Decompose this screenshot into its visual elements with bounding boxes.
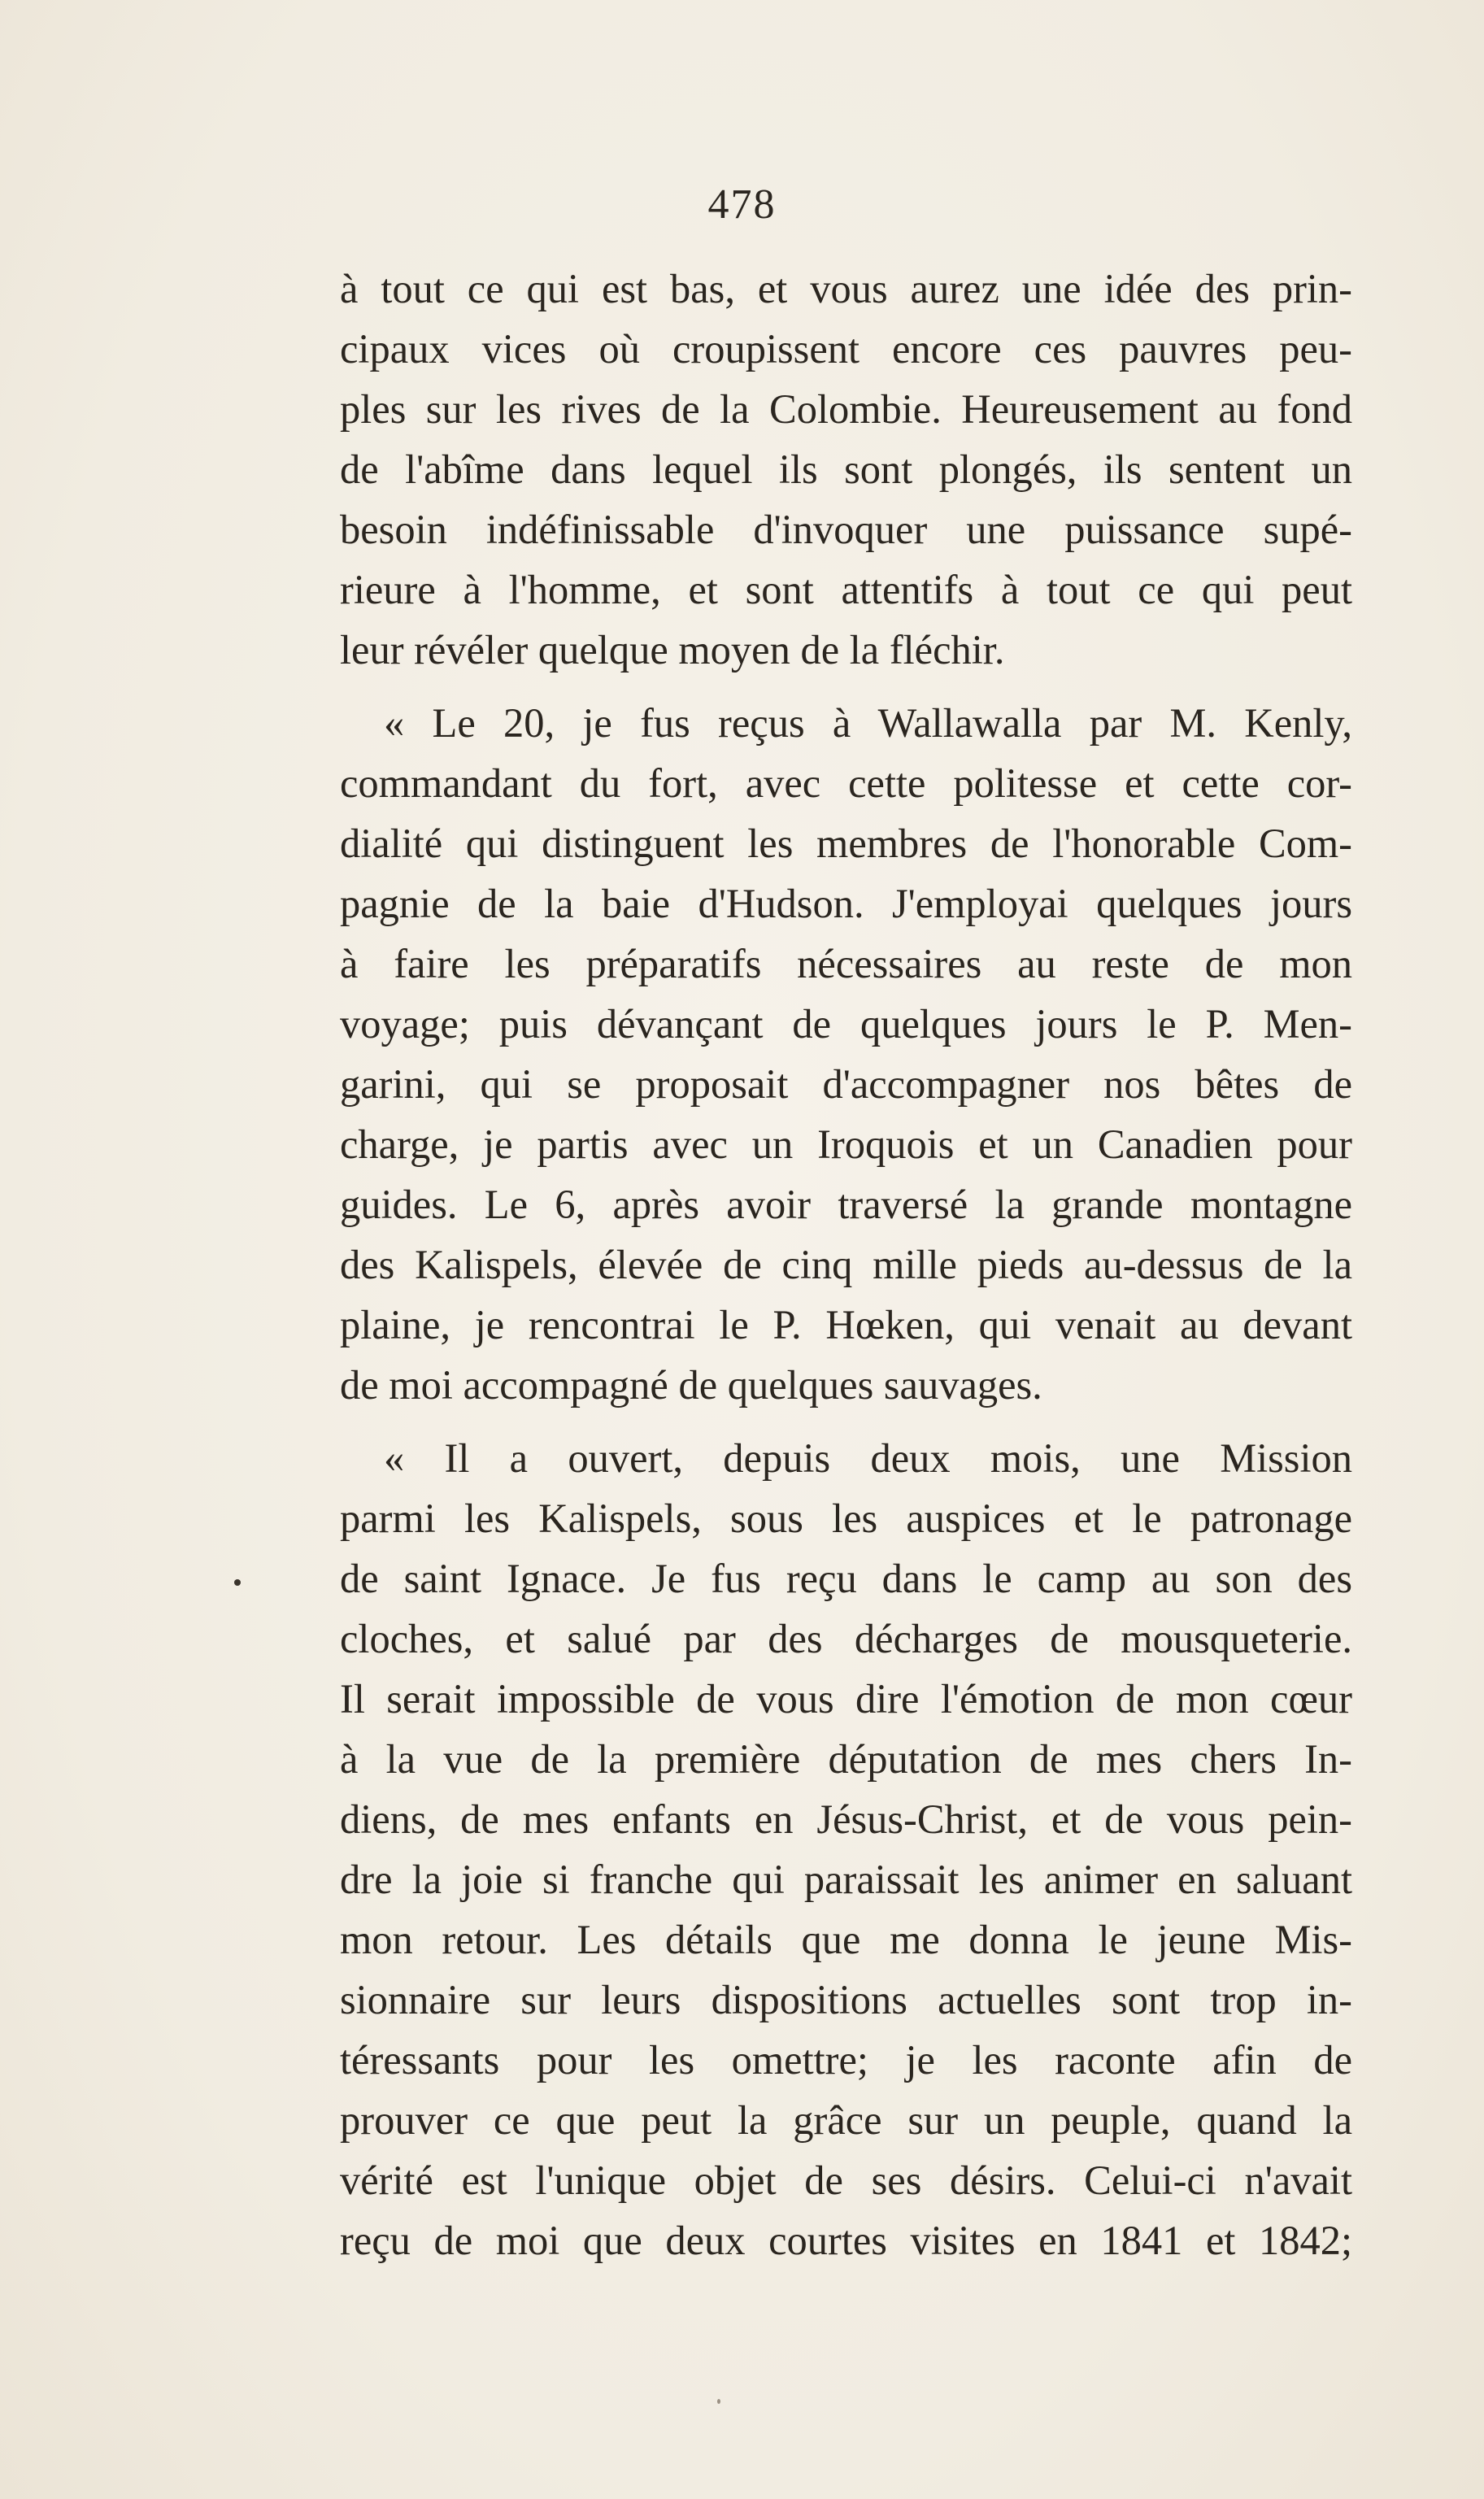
page-number: 478 xyxy=(707,181,777,228)
ink-speck xyxy=(234,1579,241,1586)
text-line: « Il a ouvert, depuis deux mois, une Mission xyxy=(384,1435,1352,1481)
text-line: cloches, et salué par des décharges de mousqueterie. xyxy=(340,1616,1352,1661)
text-line: mon retour. Les détails que me donna le jeune Mis- xyxy=(340,1917,1352,1962)
text-line: besoin indéfinissable d'invoquer une puissance supé- xyxy=(340,507,1352,552)
text-line: guides. Le 6, après avoir traversé la grande montagne xyxy=(340,1182,1352,1227)
text-line: garini, qui se proposait d'accompagner nos bêtes de xyxy=(340,1061,1352,1107)
text-line: parmi les Kalispels, sous les auspices et le patronage xyxy=(340,1495,1352,1541)
text-line: téressants pour les omettre; je les raconte afin de xyxy=(340,2037,1352,2083)
text-line: diens, de mes enfants en Jésus-Christ, et de vous pein- xyxy=(340,1796,1352,1842)
text-line: dialité qui distinguent les membres de l'honorable Com- xyxy=(340,821,1352,866)
ink-speck xyxy=(717,2399,720,2404)
text-line: pagnie de la baie d'Hudson. J'employai quelques jours xyxy=(340,881,1352,926)
text-line: plaine, je rencontrai le P. Hœken, qui venait au devant xyxy=(340,1302,1352,1347)
text-line: sionnaire sur leurs dispositions actuelles sont trop in- xyxy=(340,1977,1352,2022)
text-line: à tout ce qui est bas, et vous aurez une idée des prin- xyxy=(340,266,1352,311)
text-line: ples sur les rives de la Colombie. Heureusement au fond xyxy=(340,386,1352,432)
text-line: cipaux vices où croupissent encore ces pauvres peu- xyxy=(340,326,1352,372)
text-line: dre la joie si franche qui paraissait les animer en saluant xyxy=(340,1857,1352,1902)
text-line: Il serait impossible de vous dire l'émotion de mon cœur xyxy=(340,1676,1352,1722)
text-line: prouver ce que peut la grâce sur un peuple, quand la xyxy=(340,2097,1352,2143)
text-line: de saint Ignace. Je fus reçu dans le camp au son des xyxy=(340,1556,1352,1601)
text-line: de l'abîme dans lequel ils sont plongés, ils sentent un xyxy=(340,446,1352,492)
text-line: « Le 20, je fus reçus à Wallawalla par M. Kenly, xyxy=(384,700,1352,746)
text-line: reçu de moi que deux courtes visites en 1841 et 1842; xyxy=(340,2218,1352,2263)
text-line: à faire les préparatifs nécessaires au reste de mon xyxy=(340,941,1352,986)
text-line: leur révéler quelque moyen de la fléchir. xyxy=(340,627,1005,673)
text-line: de moi accompagné de quelques sauvages. xyxy=(340,1362,1042,1408)
text-line: voyage; puis dévançant de quelques jours le P. Men- xyxy=(340,1001,1352,1047)
text-line: charge, je partis avec un Iroquois et un Canadien pour xyxy=(340,1121,1352,1167)
text-line: des Kalispels, élevée de cinq mille pieds au-dessus de la xyxy=(340,1242,1352,1287)
text-line: rieure à l'homme, et sont attentifs à tout ce qui peut xyxy=(340,567,1352,612)
text-line: à la vue de la première députation de mes chers In- xyxy=(340,1736,1352,1782)
text-line: commandant du fort, avec cette politesse et cette cor- xyxy=(340,760,1352,806)
text-line: vérité est l'unique objet de ses désirs. Celui-ci n'avait xyxy=(340,2157,1352,2203)
